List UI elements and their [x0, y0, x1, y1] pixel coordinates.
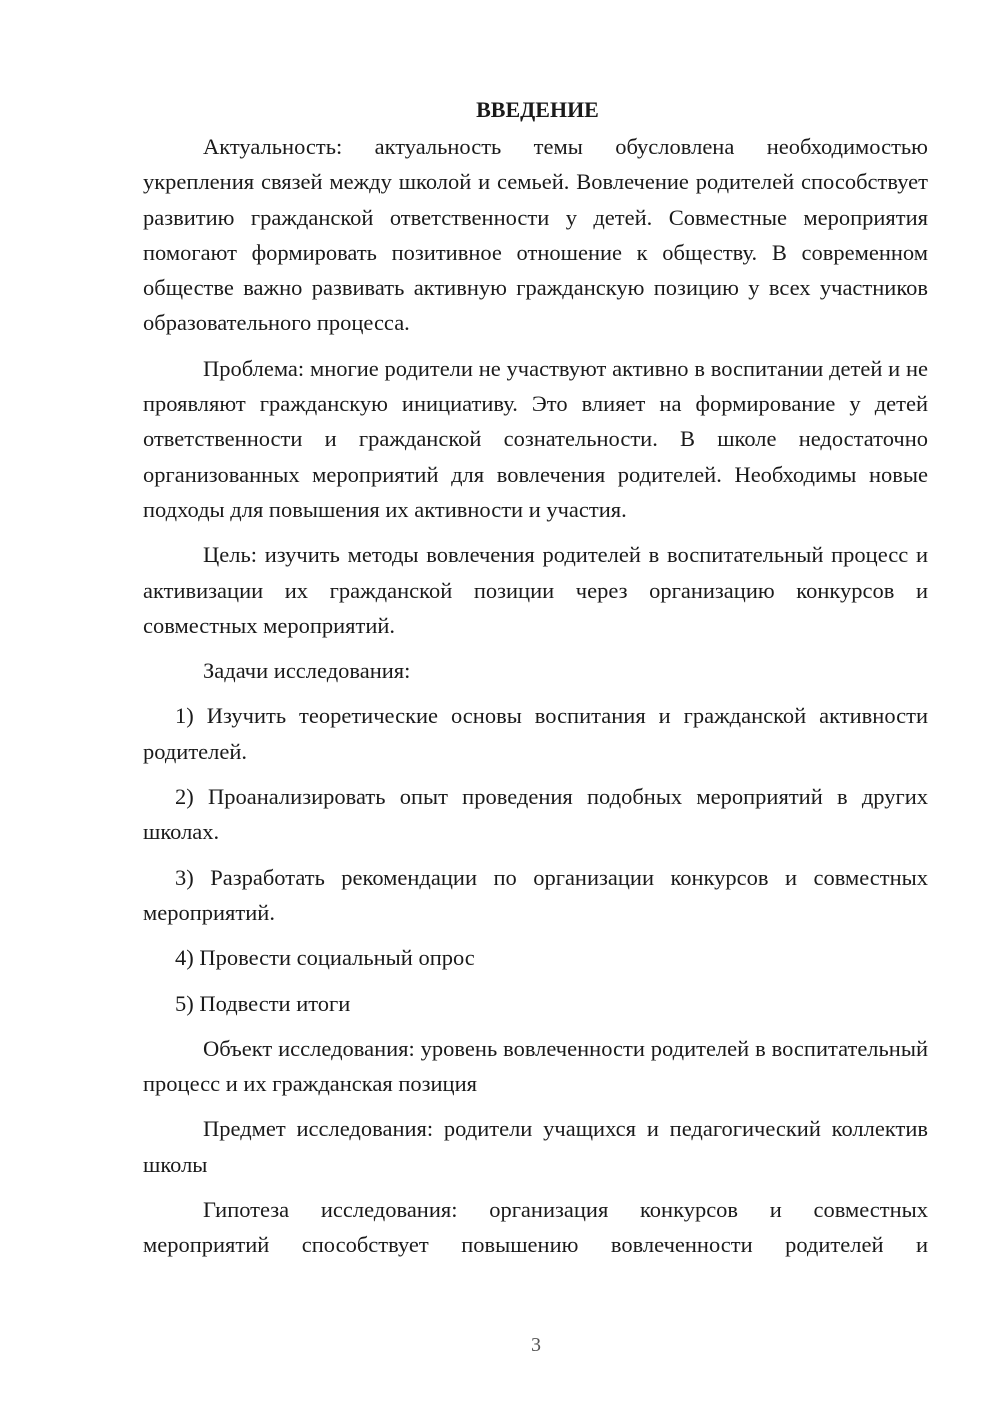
subject-paragraph: Предмет исследования: родители учащихся и педагогический коллектив школы	[143, 1116, 928, 1177]
task-item-3: 3) Разработать рекомендации по организации конкурсов и совместных мероприятий.	[143, 864, 928, 925]
task-item-2: 2) Проанализировать опыт проведения подобных мероприятий в других школах.	[143, 784, 928, 845]
problem-paragraph: Проблема: многие родители не участвуют активно в воспитании детей и не проявляют гражданскую инициативу. Это влияет на формирование у детей ответственности и гражданской сознательности. В школе недостаточно организованных мероприятий для вовлечения родителей. Необходимы новые подходы для повышения их активности и участия.	[143, 355, 928, 522]
tasks-heading: Задачи исследования:	[203, 658, 411, 684]
object-paragraph: Объект исследования: уровень вовлеченности родителей в воспитательный процесс и их гражданская позиция	[143, 1035, 928, 1097]
task-item-1: 1) Изучить теоретические основы воспитания и гражданской активности родителей.	[143, 703, 928, 764]
page-number: 3	[531, 1334, 541, 1356]
goal-paragraph: Цель: изучить методы вовлечения родителей в воспитательный процесс и активизации их гражданской позиции через организацию конкурсов и совместных мероприятий.	[143, 542, 928, 638]
relevance-paragraph: Актуальность: актуальность темы обусловлена необходимостью укрепления связей между школой и семьей. Вовлечение родителей способствует развитию гражданской ответственности у детей. Совместные мероприятия помогают формировать позитивное отношение к обществу. В современном обществе важно развивать активную гражданскую позицию у всех участников образовательного процесса.	[143, 134, 928, 336]
task-item-4: 4) Провести социальный опрос	[175, 945, 475, 971]
task-item-5: 5) Подвести итоги	[175, 990, 351, 1016]
section-title: ВВЕДЕНИЕ	[476, 97, 599, 122]
document-page	[143, 92, 928, 1273]
hypothesis-paragraph: Гипотеза исследования: организация конкурсов и совместных мероприятий способствует повышению вовлеченности родителей и	[143, 1197, 928, 1258]
